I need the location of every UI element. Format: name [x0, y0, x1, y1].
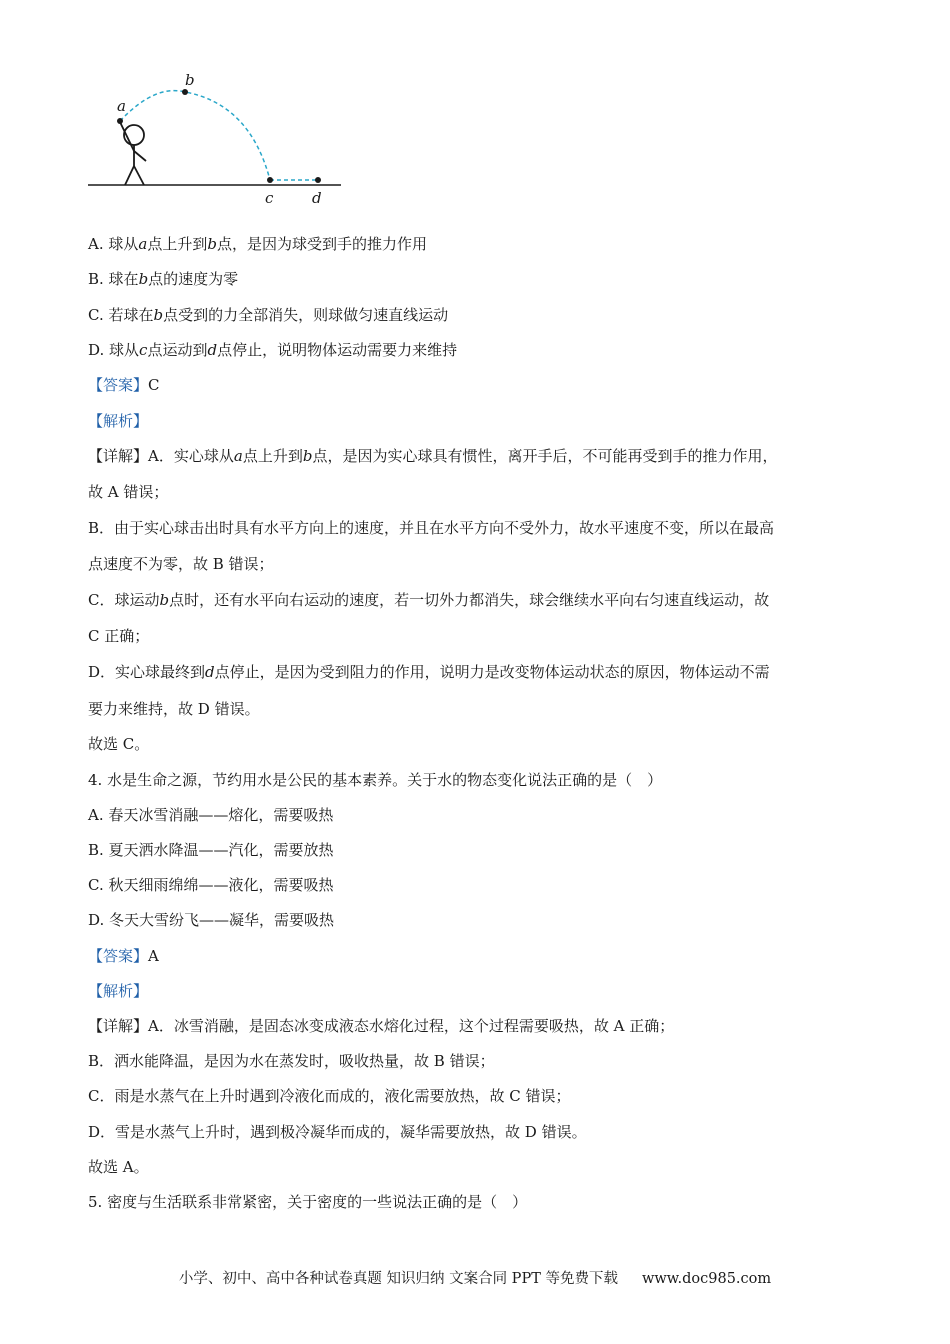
ball-path: [120, 91, 270, 180]
label-a: a: [117, 97, 126, 115]
q4-detail-a: 【详解】A．冰雪消融，是固态冰变成液态水熔化过程，这个过程需要吸热，故 A 正确；: [88, 1017, 675, 1035]
answer-tag: 【答案】: [88, 376, 149, 394]
point-d: [315, 177, 321, 183]
stick-figure: [120, 122, 146, 185]
q4-option-b: B. 夏天洒水降温——汽化，需要放热: [88, 841, 334, 859]
q3-detail-c-2: C 正确；: [88, 627, 150, 645]
q4-detail-c: C．雨是水蒸气在上升时遇到冷液化而成的，液化需要放热，故 C 错误；: [88, 1087, 571, 1105]
q3-option-a: A. 球从a点上升到b点，是因为球受到手的推力作用: [88, 235, 427, 253]
q3-detail-d-2: 要力来维持，故 D 错误。: [88, 700, 260, 718]
footer-url[interactable]: www.doc985.com: [641, 1271, 772, 1287]
point-c: [267, 177, 273, 183]
footer-text: 小学、初中、高中各种试卷真题 知识归纳 文案合同 PPT 等免费下载: [178, 1271, 618, 1287]
q3-detail-c-1: C．球运动b点时，还有水平向右运动的速度，若一切外力都消失，球会继续水平向右匀速直线运动，故: [88, 591, 770, 609]
q4-stem: 4. 水是生命之源，节约用水是公民的基本素养。关于水的物态变化说法正确的是（ ）: [88, 771, 663, 789]
label-d: d: [312, 189, 322, 207]
answer-tag: 【答案】: [88, 947, 149, 965]
q3-detail-b-2: 点速度不为零，故 B 错误；: [88, 555, 274, 573]
q3-analysis: [88, 410, 148, 432]
label-b: b: [185, 71, 195, 89]
q3-detail-d-1: D．实心球最终到d点停止，是因为受到阻力的作用，说明力是改变物体运动状态的原因，物体运动不需: [88, 663, 770, 681]
q3-answer: 【答案】C: [88, 376, 160, 394]
trajectory-figure: [80, 66, 360, 216]
q3-conclusion: 故选 C。: [88, 735, 150, 753]
q3-option-b: B. 球在b点的速度为零: [88, 270, 239, 288]
q3-detail-a-2: 故 A 错误；: [88, 483, 169, 501]
detail-tag: 【详解】: [88, 1017, 149, 1035]
q4-analysis: [88, 980, 148, 1002]
point-b: [182, 89, 188, 95]
q3-option-d: D. 球从c点运动到d点停止，说明物体运动需要力来维持: [88, 341, 458, 359]
detail-tag: 【详解】: [88, 447, 149, 465]
q4-detail-b: B．洒水能降温，是因为水在蒸发时，吸收热量，故 B 错误；: [88, 1052, 495, 1070]
q3-option-c: C. 若球在b点受到的力全部消失，则球做匀速直线运动: [88, 306, 449, 324]
q3-detail-a-1: 【详解】A．实心球从a点上升到b点，是因为实心球具有惯性，离开手后，不可能再受到手的推力作用，: [88, 447, 778, 465]
label-c: c: [265, 189, 274, 207]
q4-option-c: C. 秋天细雨绵绵——液化，需要吸热: [88, 876, 334, 894]
q4-option-d: D. 冬天大雪纷飞——凝华，需要吸热: [88, 911, 335, 929]
analysis-tag: 【解析】: [88, 982, 149, 1000]
page-footer: [0, 1268, 950, 1290]
analysis-tag: 【解析】: [88, 412, 149, 430]
q3-detail-b-1: B．由于实心球击出时具有水平方向上的速度，并且在水平方向不受外力，故水平速度不变，所以在最高: [88, 519, 775, 537]
q4-conclusion: 故选 A。: [88, 1158, 149, 1176]
q4-option-a: A. 春天冰雪消融——熔化，需要吸热: [88, 806, 334, 824]
q4-answer: 【答案】A: [88, 947, 159, 965]
q4-detail-d: D．雪是水蒸气上升时，遇到极冷凝华而成的，凝华需要放热，故 D 错误。: [88, 1123, 587, 1141]
q5-stem: 5. 密度与生活联系非常紧密，关于密度的一些说法正确的是（ ）: [88, 1193, 528, 1211]
